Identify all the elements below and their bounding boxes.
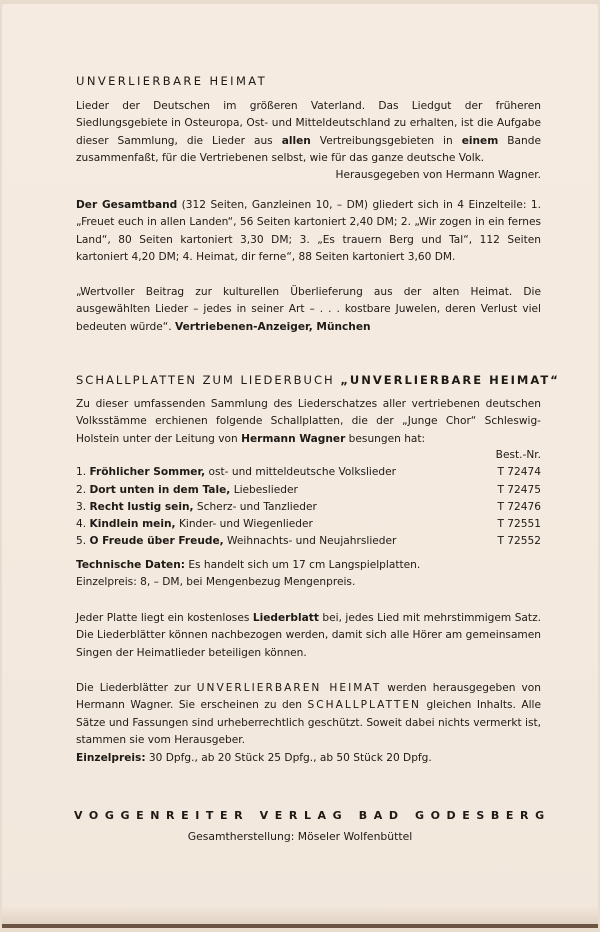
records-list-header	[76, 447, 541, 464]
quote-text: „Wertvoller Beitrag zur kulturellen Überlieferung aus der alten Heimat. Die ausgewählten Lieder – jedes in seiner Art – . . . kostbare Juwelen, deren Verlust viel bedeuten würde“.	[76, 286, 541, 333]
intro-text-3: Bande zusammenfaßt, für die Vertriebenen selbst, wie für das ganze deutsche Volk.	[76, 134, 541, 164]
record-title: Fröhlicher Sommer,	[89, 466, 206, 479]
order-number-header: Best.-Nr.	[495, 449, 541, 461]
record-row	[76, 464, 541, 481]
technical-data	[76, 557, 541, 592]
production-credit: Gesamtherstellung: Möseler Wolfenbüttel	[187, 830, 413, 843]
publisher-note-paragraph	[76, 680, 541, 749]
record-order-number: T 72551	[497, 518, 541, 531]
technical-data-label: Technische Daten:	[76, 559, 185, 571]
note-text-1: Die Liederblätter zur	[76, 682, 197, 694]
liederblatt-bold: Liederblatt	[252, 612, 319, 624]
gesamtband-text: (312 Seiten, Ganzleinen 10, – DM) gliedert sich in 4 Einzelteile: 1. „Freuet euch in allen Landen“, 56 Seiten kartoniert 2,40 DM; 2. „Wir zogen in ein fernes Land“, 80 Seiten kartoniert 3,30 DM; 3. „Es trauern Berg und Tal“, 112 Seiten kartoniert 4,20 DM; 4. Heimat, dir ferne“, 88 Seiten kartoniert 3,60 DM.	[76, 199, 541, 263]
publisher-name: VOGGENREITER VERLAG BAD GODESBERG	[74, 809, 551, 822]
note-text-3: gleichen Inhalts. Alle Sätze und Fassungen sind urheberrechtlich geschützt. Soweit dabei nichts vermerkt ist, stammen sie vom Herausgeber.	[76, 699, 541, 746]
record-row	[76, 516, 541, 533]
record-order-number: T 72552	[497, 535, 541, 548]
technical-data-text: Es handelt sich um 17 cm Langspielplatten.	[184, 559, 421, 571]
liederblatt-text-2: bei, jedes Lied mit mehrstimmigem Satz. Die Liederblätter können nachbezogen werden, damit sich alle Hörer am gemeinsamen Singen der Heimatlieder beteiligen können.	[76, 612, 541, 659]
record-description: Scherz- und Tanzlieder	[196, 500, 317, 513]
page-bottom-edge	[2, 924, 598, 928]
record-row	[76, 482, 541, 499]
intro-bold-allen: allen	[281, 134, 311, 147]
gesamtband-paragraph	[76, 197, 541, 266]
record-title: Dort unten in dem Tale,	[89, 483, 231, 496]
liederblatt-paragraph	[76, 610, 541, 662]
intro-text-2: Vertreibungsgebieten in	[310, 134, 462, 147]
intro-text-1: Lieder der Deutschen im größeren Vaterland. Das Liedgut der früheren Siedlungsgebiete in Osteuropa, Ost- und Mitteldeutschland zu erhalten, ist die Aufgabe dieser Sammlung, die Lieder aus	[76, 100, 541, 147]
record-description: Weihnachts- und Neujahrslieder	[227, 535, 397, 548]
record-description: Liebeslieder	[233, 483, 298, 496]
record-number: 1.	[76, 466, 87, 479]
section-heading-unverlierbare-heimat: UNVERLIERBARE HEIMAT	[76, 74, 268, 88]
records-intro-text-2: besungen hat:	[345, 432, 426, 445]
sheet-price	[76, 750, 541, 767]
records-intro-text-1: Zu dieser umfassenden Sammlung des Liederschatzes aller vertriebenen deutschen Volksstämme erchienen folgende Schallplatten, die der „Junge Chor“ Schleswig-Holstein unter der Leitung von	[76, 398, 541, 445]
intro-bold-einem: einem	[461, 134, 499, 147]
note-text-2: werden herausgegeben von Hermann Wagner. Sie erscheinen zu den	[76, 682, 541, 712]
record-title: Kindlein mein,	[89, 518, 176, 531]
section-heading-schallplatten	[76, 373, 560, 387]
record-number: 5.	[76, 535, 87, 548]
quote-source: Vertriebenen-Anzeiger, München	[174, 320, 371, 333]
review-quote	[76, 284, 541, 336]
record-order-number: T 72476	[497, 500, 541, 513]
note-spaced-1: UNVERLIERBAREN HEIMAT	[196, 682, 382, 694]
record-price: Einzelpreis: 8, – DM, bei Mengenbezug Mengenpreis.	[76, 576, 356, 589]
record-number: 3.	[76, 500, 87, 513]
records-list	[76, 447, 541, 551]
record-title: Recht lustig sein,	[89, 500, 194, 513]
records-intro-bold: Hermann Wagner	[241, 432, 346, 445]
heading-bold-part: „UNVERLIERBARE HEIMAT“	[340, 373, 560, 387]
record-row	[76, 499, 541, 516]
record-description: Kinder- und Wiegenlieder	[178, 518, 313, 531]
sheet-price-text: 30 Dpfg., ab 20 Stück 25 Dpfg., ab 50 Stück 20 Dpfg.	[145, 752, 432, 764]
record-number: 2.	[76, 483, 87, 496]
record-title: O Freude über Freude,	[89, 535, 224, 548]
records-intro-paragraph	[76, 396, 541, 448]
gesamtband-bold: Der Gesamtband	[76, 199, 178, 211]
heading-plain-part: SCHALLPLATTEN ZUM LIEDERBUCH	[76, 373, 341, 387]
intro-paragraph	[76, 98, 541, 184]
liederblatt-text-1: Jeder Platte liegt ein kostenloses	[76, 612, 253, 624]
record-description: ost- und mitteldeutsche Volkslieder	[208, 466, 396, 479]
record-number: 4.	[76, 518, 87, 531]
record-order-number: T 72475	[497, 483, 541, 496]
note-spaced-2: SCHALLPLATTEN	[307, 699, 421, 712]
editor-line: Herausgegeben von Hermann Wagner.	[335, 169, 541, 182]
record-row	[76, 533, 541, 550]
record-order-number: T 72474	[497, 466, 541, 479]
sheet-price-label: Einzelpreis:	[76, 752, 146, 764]
